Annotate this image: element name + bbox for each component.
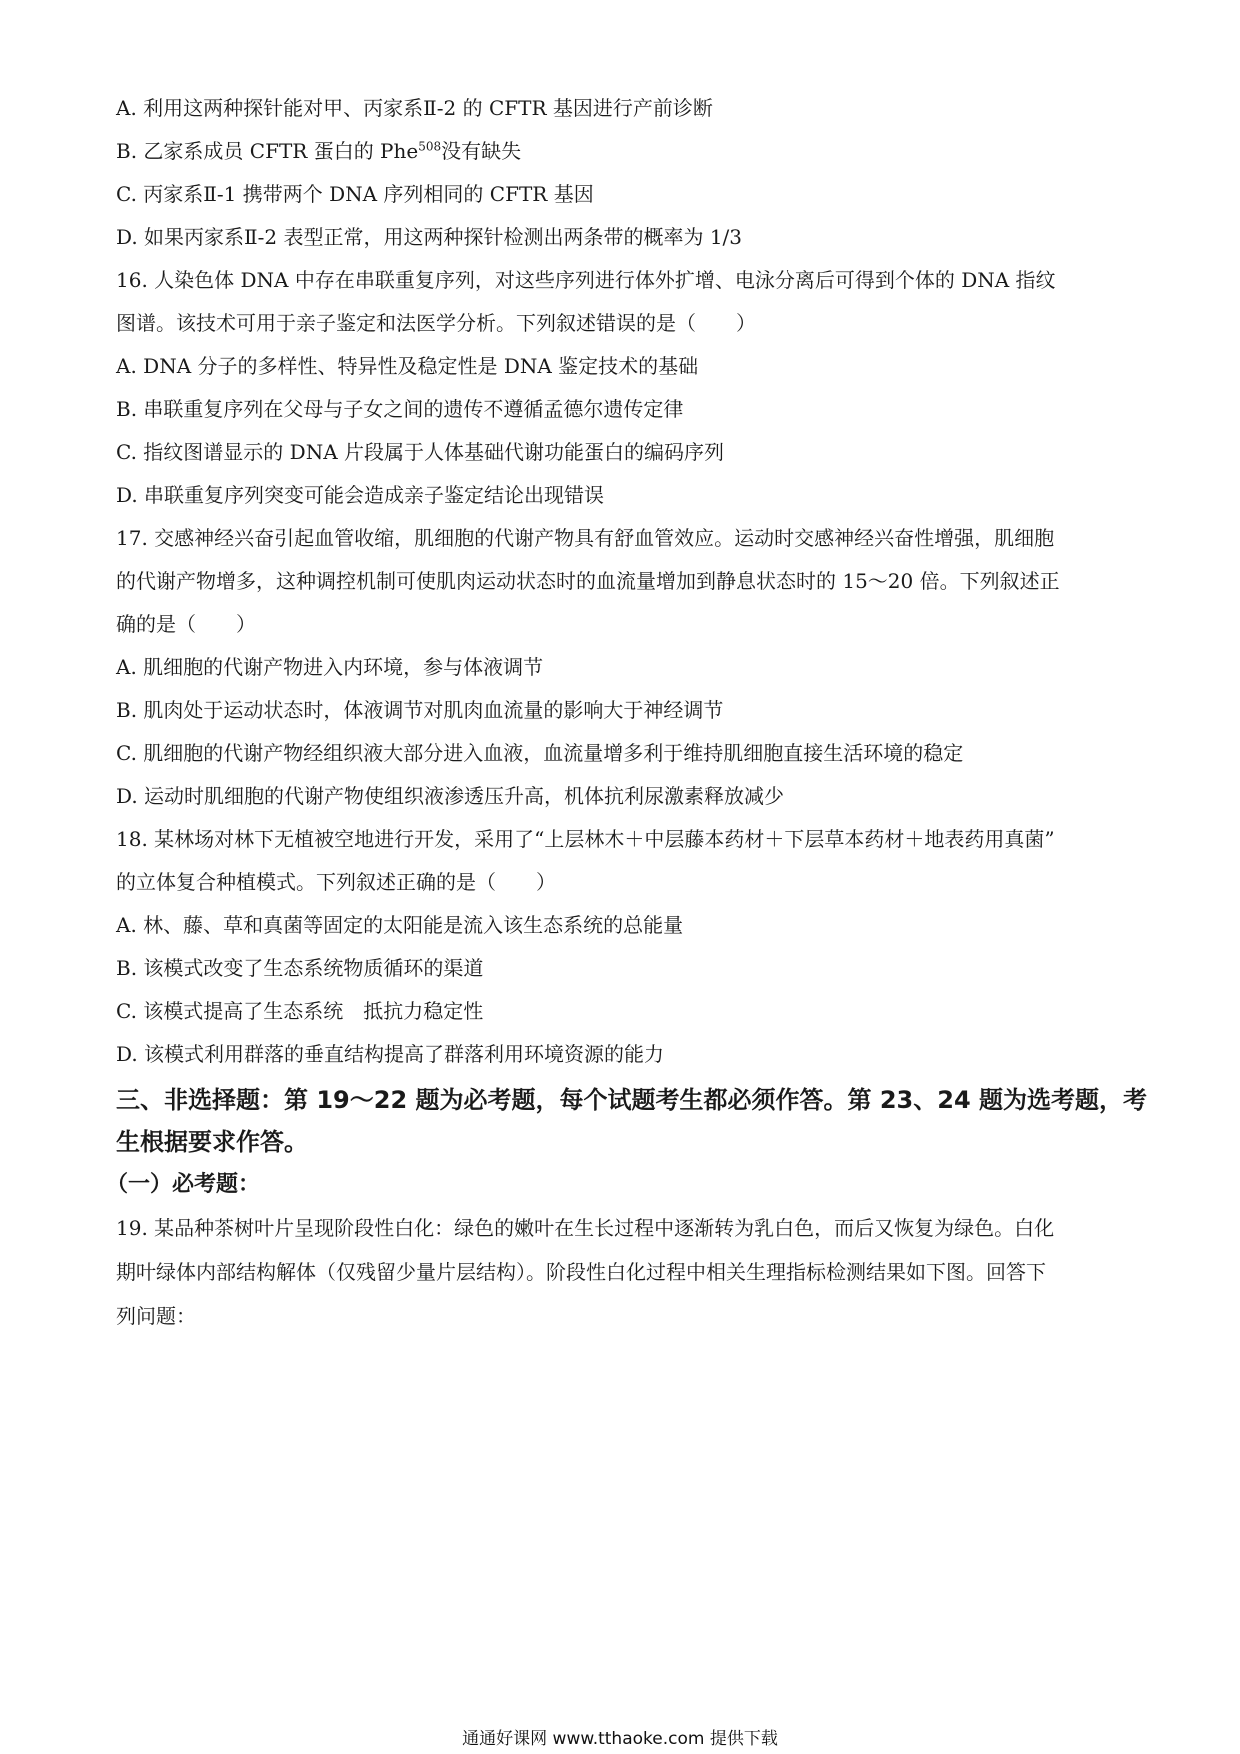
q15-option-d: D. 如果丙家系Ⅱ-2 表型正常，用这两种探针检测出两条带的概率为 1/3 bbox=[116, 225, 743, 249]
q18-stem-line2: 的立体复合种植模式。下列叙述正确的是（ ） bbox=[116, 870, 556, 894]
page-footer: 通通好课网 www.tthaoke.com 提供下载 bbox=[462, 1729, 778, 1749]
q16-option-b: B. 串联重复序列在父母与子女之间的遗传不遵循孟德尔遗传定律 bbox=[116, 397, 684, 421]
q16-stem-line1: 16. 人染色体 DNA 中存在串联重复序列，对这些序列进行体外扩增、电泳分离后可得到个体的 DNA 指纹 bbox=[116, 268, 1056, 292]
q17-stem-line2: 的代谢产物增多，这种调控机制可使肌肉运动状态时的血流量增加到静息状态时的 15～20 倍。下列叙述正 bbox=[116, 569, 1060, 593]
q15-option-b bbox=[116, 137, 1136, 165]
q17-option-b: B. 肌肉处于运动状态时，体液调节对肌肉血流量的影响大于神经调节 bbox=[116, 698, 724, 722]
q17-option-d: D. 运动时肌细胞的代谢产物使组织液渗透压升高，机体抗利尿激素释放减少 bbox=[116, 784, 785, 808]
q16-option-c: C. 指纹图谱显示的 DNA 片段属于人体基础代谢功能蛋白的编码序列 bbox=[116, 440, 724, 464]
q16-option-a: A. DNA 分子的多样性、特异性及稳定性是 DNA 鉴定技术的基础 bbox=[116, 354, 699, 378]
q16-stem-line2: 图谱。该技术可用于亲子鉴定和法医学分析。下列叙述错误的是（ ） bbox=[116, 311, 756, 335]
q18-stem-line1: 18. 某林场对林下无植被空地进行开发，采用了“上层林木＋中层藤本药材＋下层草本药材＋地表药用真菌” bbox=[116, 827, 1055, 851]
q19-stem-line3: 列问题： bbox=[116, 1304, 196, 1328]
q15-option-b-superscript: 508 bbox=[418, 139, 442, 154]
q15-option-a: A. 利用这两种探针能对甲、丙家系Ⅱ-2 的 CFTR 基因进行产前诊断 bbox=[116, 96, 713, 120]
q15-option-c: C. 丙家系Ⅱ-1 携带两个 DNA 序列相同的 CFTR 基因 bbox=[116, 182, 594, 206]
section3-subheading: （一）必考题： bbox=[106, 1172, 261, 1197]
q19-stem-line2: 期叶绿体内部结构解体（仅残留少量片层结构）。阶段性白化过程中相关生理指标检测结果如下图。回答下 bbox=[116, 1260, 1046, 1284]
q17-option-c: C. 肌细胞的代谢产物经组织液大部分进入血液，血流量增多利于维持肌细胞直接生活环境的稳定 bbox=[116, 741, 964, 765]
section3-title-line2: 生根据要求作答。 bbox=[116, 1128, 308, 1156]
q18-option-a: A. 林、藤、草和真菌等固定的太阳能是流入该生态系统的总能量 bbox=[116, 913, 684, 937]
q18-option-c: C. 该模式提高了生态系统 抵抗力稳定性 bbox=[116, 999, 484, 1023]
q16-option-d: D. 串联重复序列突变可能会造成亲子鉴定结论出现错误 bbox=[116, 483, 605, 507]
q19-stem-line1: 19. 某品种茶树叶片呈现阶段性白化：绿色的嫩叶在生长过程中逐渐转为乳白色，而后又恢复为绿色。白化 bbox=[116, 1216, 1055, 1240]
q18-option-d: D. 该模式利用群落的垂直结构提高了群落利用环境资源的能力 bbox=[116, 1042, 665, 1066]
q15-option-b-suffix: 没有缺失 bbox=[441, 139, 522, 163]
q17-option-a: A. 肌细胞的代谢产物进入内环境，参与体液调节 bbox=[116, 655, 544, 679]
q18-option-b: B. 该模式改变了生态系统物质循环的渠道 bbox=[116, 956, 484, 980]
q17-stem-line3: 确的是（ ） bbox=[116, 612, 256, 636]
section3-title-line1: 三、非选择题：第 19～22 题为必考题，每个试题考生都必须作答。第 23、24 题为选考题，考 bbox=[116, 1086, 1148, 1114]
q15-option-b-prefix: B. 乙家系成员 CFTR 蛋白的 Phe bbox=[116, 139, 419, 163]
q17-stem-line1: 17. 交感神经兴奋引起血管收缩，肌细胞的代谢产物具有舒血管效应。运动时交感神经兴奋性增强，肌细胞 bbox=[116, 526, 1055, 550]
